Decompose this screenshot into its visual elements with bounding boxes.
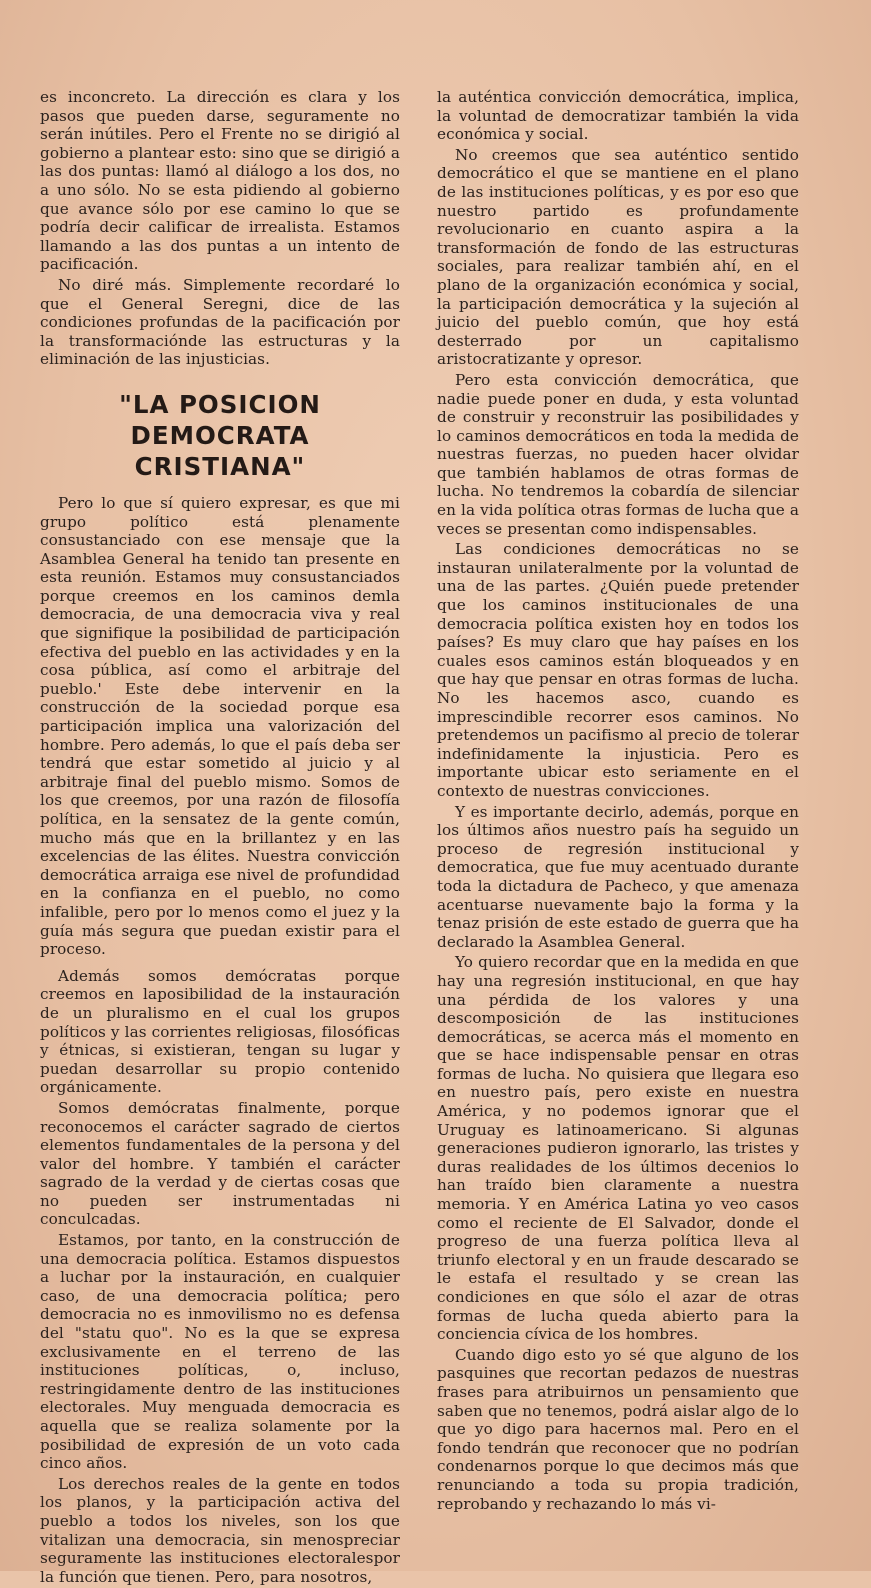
paragraph: No diré más. Simplemente recordaré lo que el General Seregni, dice de las condiciones profundas de la pacificación por la transformaciónde las estructuras y la eliminación de las injusticias. [40, 275, 400, 369]
paragraph: es inconcreto. La dirección es clara y los pasos que pueden darse, seguramente no serán inútiles. Pero el Frente no se dirigió al gobierno a plantear esto: sino que se dirigió a las dos puntas: llamó al diálogo a los dos, no a uno sólo. No se esta pidiendo al gobierno que avance sólo por ese camino lo que se podría decir calificar de irrealista. Estamos llamando a las dos puntas a un intento de pacificación. [40, 88, 400, 274]
paragraph: Y es importante decirlo, además, porque en los últimos años nuestro país ha seguido un proceso de regresión institucional y democratica, que fue muy acentuado durante toda la dictadura de Pacheco, y que amenaza acentuarse nuevamente bajo la forma y la tenaz prisión de este estado de guerra que ha declarado la Asamblea General. [437, 802, 799, 951]
paragraph: Las condiciones democráticas no se instauran unilateralmente por la voluntad de una de las partes. ¿Quién puede pretender que los caminos institucionales de una democracia política existen hoy en todos los países? Es muy claro que hay países en los cuales esos caminos están bloqueados y en que hay que pensar en otras formas de lucha. No les hacemos asco, cuando es imprescindible recorrer esos caminos. No pretendemos un pacifismo al precio de tolerar indefinidamente la injusticia. Pero es importante ubicar esto seriamente en el contexto de nuestras convicciones. [437, 540, 799, 800]
paragraph: Pero esta convicción democrática, que nadie puede poner en duda, y esta voluntad de construir y reconstruir las posibilidades y lo caminos democráticos en toda la medida de nuestras fuerzas, no pueden hacer olvidar que también hablamos de otras formas de lucha. No tendremos la cobardía de silenciar en la vida política otras formas de lucha que a veces se presentan como indispensables. [437, 370, 799, 538]
left-column [40, 88, 400, 1588]
headline-line-1: "LA POSICION DEMOCRATA [119, 389, 321, 450]
paragraph: Yo quiero recordar que en la medida en que hay una regresión institucional, en que hay una pérdida de los valores y una descomposición de las instituciones democráticas, se acerca más el momento en que se hace indispensable pensar en otras formas de lucha. No quisiera que llegara eso en nuestro país, pero existe en nuestra América, y no podemos ignorar que el Uruguay es latinoamericano. Si algunas generaciones pudieron ignorarlo, las tristes y duras realidades de los últimos decenios lo han traído bien claramente a nuestra memoria. Y en América Latina yo veo casos como el reciente de El Salvador, donde el progreso de una fuerza política lleva al triunfo electoral y en un fraude descarado se le estafa el resultado y se crean las condiciones en que sólo el azar de otras formas de lucha queda abierto para la conciencia cívica de los hombres. [437, 953, 799, 1344]
paragraph: Además somos demócratas porque creemos en laposibilidad de la instauración de un pluralismo en el cual los grupos políticos y las corrientes religiosas, filosóficas y étnicas, si existieran, tengan su lugar y puedan desarrollar su propio contenido orgánicamente. [40, 966, 400, 1097]
right-column [437, 88, 799, 1515]
paragraph: Pero lo que sí quiero expresar, es que mi grupo político está plenamente consustanciado con ese mensaje que la Asamblea General ha tenido tan presente en esta reunión. Estamos muy consustanciados porque creemos en los caminos demla democracia, de una democracia viva y real que signifique la posibilidad de participación efectiva del pueblo en las actividades y en la cosa pública, así como el arbitraje del pueblo.' Este debe intervenir en la construcción de la sociedad porque esa participación implica una valorización del hombre. Pero además, lo que el país deba ser tendrá que estar sometido al juicio y al arbitraje final del pueblo mismo. Somos de los que creemos, por una razón de filosofía política, en la sensatez de la gente común, mucho más que en la brillantez y en las excelencias de las élites. Nuestra convicción democrática arraiga ese nivel de profundidad en la confianza en el pueblo, no como infalible, pero por lo menos como el juez y la guía más segura que puedan existir para el proceso. [40, 493, 400, 959]
headline-line-2: CRISTIANA" [134, 451, 306, 481]
paragraph: la auténtica convicción democrática, implica, la voluntad de democratizar también la vida económica y social. [437, 88, 799, 144]
paragraph: Estamos, por tanto, en la construcción de una democracia política. Estamos dispuestos a luchar por la instauración, en cualquier caso, de una democracia política; pero democracia no es inmovilismo no es defensa del "statu quo". No es la que se expresa exclusivamente en el terreno de las instituciones políticas, o, incluso, restringidamente dentro de las instituciones electorales. Muy menguada democracia es aquella que se realiza solamente por la posibilidad de expresión de un voto cada cinco años. [40, 1231, 400, 1473]
paragraph: Somos demócratas finalmente, porque reconocemos el carácter sagrado de ciertos elementos fundamentales de la persona y del valor del hombre. Y también el carácter sagrado de la verdad y de ciertas cosas que no pueden ser instrumentadas ni conculcadas. [40, 1098, 400, 1229]
paragraph: No creemos que sea auténtico sentido democrático el que se mantiene en el plano de las instituciones políticas, y es por eso que nuestro partido es profundamente revolucionario en cuanto aspira a la transformación de fondo de las estructuras sociales, para realizar también ahí, en el plano de la organización económica y social, la participación democrática y la sujeción al juicio del pueblo común, que hoy está desterrado por un capitalismo aristocratizante y opresor. [437, 145, 799, 369]
paragraph: Cuando digo esto yo sé que alguno de los pasquines que recortan pedazos de nuestras frases para atribuirnos un pensamiento que saben que no tenemos, podrá aislar algo de lo que yo digo para hacernos mal. Pero en el fondo tendrán que reconocer que no podrían condenarnos porque lo que decimos más que renunciando a toda su propia tradición, reprobando y rechazando lo más vi- [437, 1345, 799, 1513]
section-headline [40, 389, 400, 482]
paragraph: Los derechos reales de la gente en todos los planos, y la participación activa del pueblo a todos los niveles, son los que vitalizan una democracia, sin menospreciar seguramente las instituciones electoralespor la función que tienen. Pero, para nosotros, [40, 1474, 400, 1586]
